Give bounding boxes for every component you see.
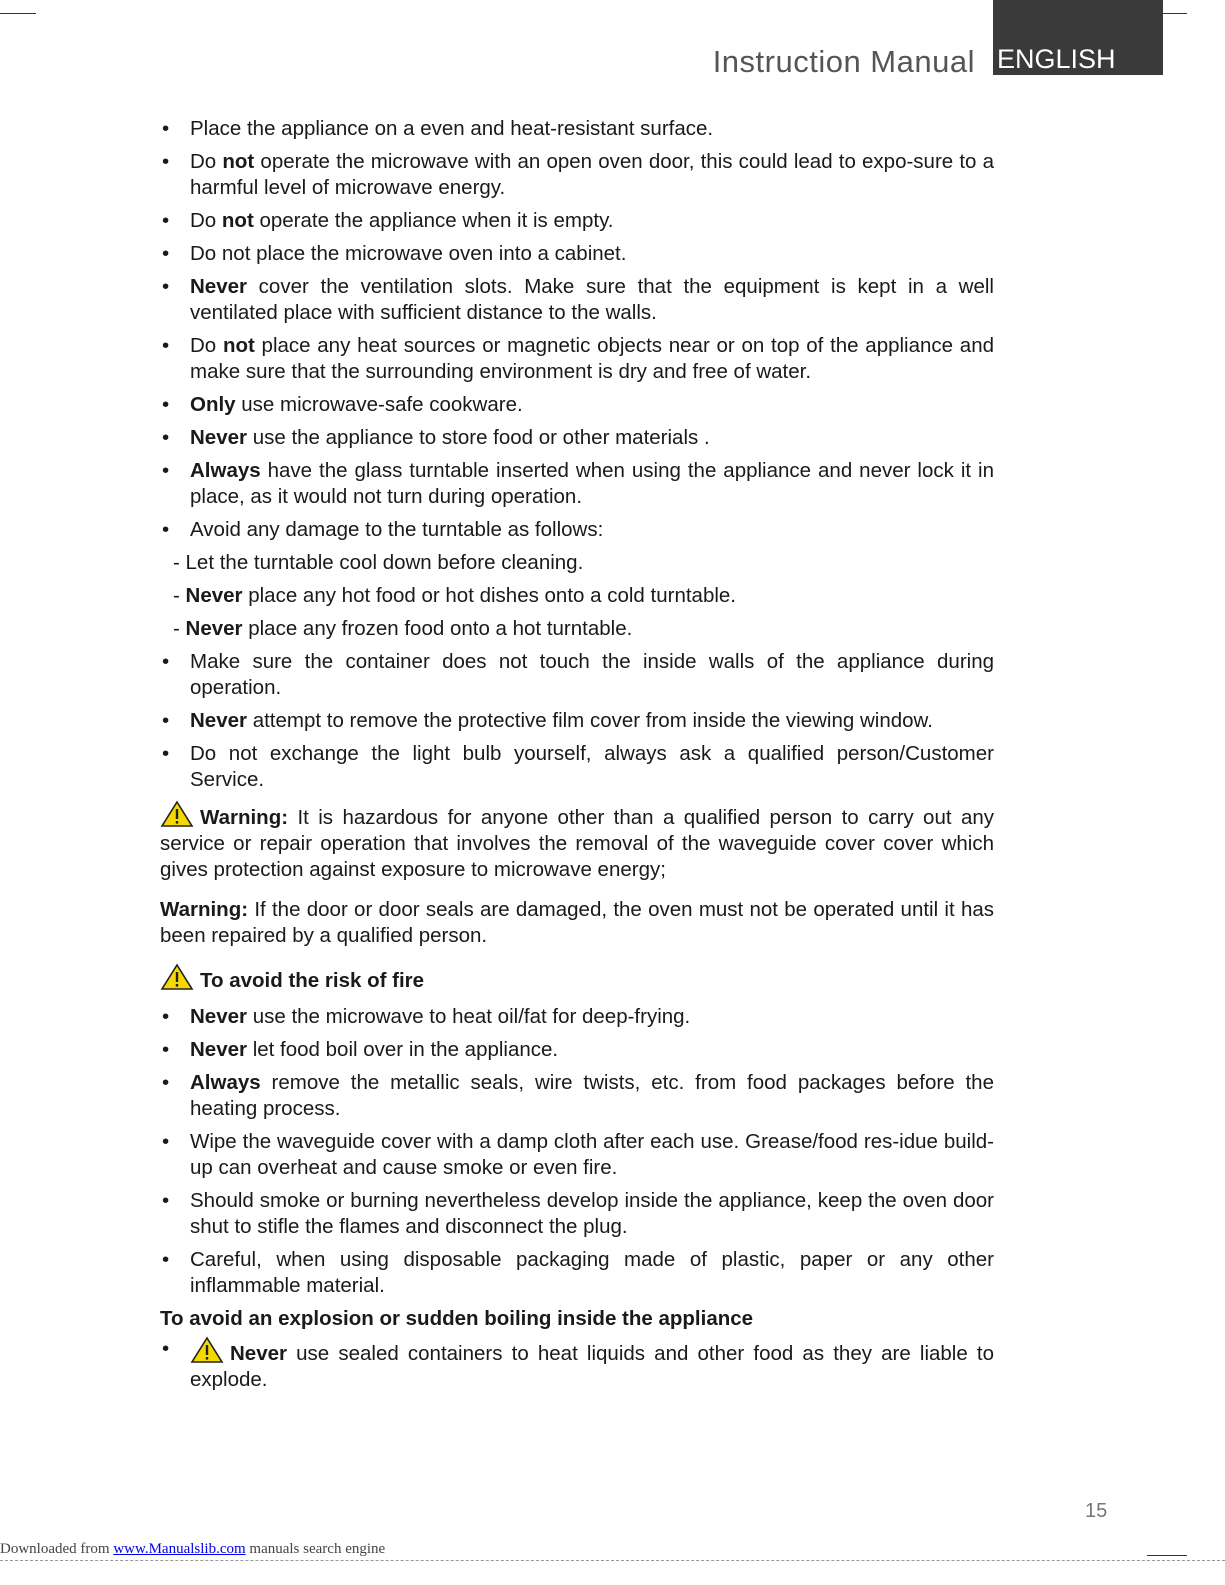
bullet-dot: •: [162, 1038, 170, 1061]
bullet-dot: •: [162, 150, 170, 173]
warning-label: Warning:: [200, 806, 289, 829]
bullet-item: [160, 208, 994, 234]
explosion-bullet: • Never use sealed containers to heat liquids and other food as they are liable to explode.: [162, 1337, 994, 1391]
footer-divider: [0, 1560, 1225, 1561]
manual-content: [160, 116, 994, 1400]
bullet-text: Do not exchange the light bulb yourself, always ask a qualified person/Customer Service.: [190, 742, 994, 791]
bullet-item: [160, 708, 994, 734]
header-title: Instruction Manual: [712, 44, 975, 79]
page-number: 15: [1085, 1500, 1108, 1522]
fire-safety-list: [160, 1004, 994, 1299]
bullet-bold: not: [222, 150, 255, 173]
bullet-dot: •: [162, 117, 170, 140]
bullet-text: Do not place the microwave oven into a cabinet.: [190, 242, 627, 265]
bullet-dot: •: [162, 650, 170, 673]
bullet-lead: Do: [190, 209, 222, 232]
general-safety-list: [160, 116, 994, 543]
warning-door: [160, 897, 994, 949]
turntable-item: [160, 550, 994, 576]
warning-triangle-icon: [190, 1336, 224, 1364]
bullet-dot: •: [162, 518, 170, 541]
warning-text: It is hazardous for anyone other than a qualified person to carry out any service or repair operation that involves the removal of the waveguide cover cover which gives protection against exposure to microwave energy;: [160, 806, 994, 881]
bullet-item: [160, 1247, 994, 1299]
bullet-dot: •: [162, 709, 170, 732]
bullet-bold: not: [222, 334, 255, 357]
warning-service: [160, 800, 994, 883]
bullet-item: [160, 1129, 994, 1181]
warning-triangle-icon: [160, 963, 194, 991]
bullet-item: [160, 333, 994, 385]
bullet-item: [160, 741, 994, 793]
bullet-dot: •: [162, 459, 170, 482]
bullet-text: Place the appliance on a even and heat-resistant surface.: [190, 117, 714, 140]
bullet-text: Careful, when using disposable packaging made of plastic, paper or any other inflammable material.: [190, 1248, 994, 1297]
bullet-lead: Do: [190, 150, 223, 173]
bullet-bold: Never: [190, 709, 247, 732]
bullet-bold: Never: [190, 1005, 247, 1028]
bullet-text: attempt to remove the protective film cover from inside the viewing window.: [247, 709, 933, 732]
bullet-text: Avoid any damage to the turntable as follows:: [190, 518, 604, 541]
bullet-bold: Always: [190, 459, 261, 482]
turntable-item: [160, 583, 994, 609]
footer-suffix: manuals search engine: [245, 1541, 386, 1557]
bullet-item: [160, 1037, 994, 1063]
bullet-dot: •: [162, 742, 170, 765]
bullet-text: let food boil over in the appliance.: [247, 1038, 559, 1061]
bullet-text: have the glass turntable inserted when using the appliance and never lock it in place, as it would not turn during operation.: [190, 459, 994, 508]
bullet-item: [160, 1004, 994, 1030]
bullet-dot: •: [162, 393, 170, 416]
bullet-text: use microwave-safe cookware.: [235, 393, 523, 416]
bullet-text: operate the appliance when it is empty.: [253, 209, 614, 232]
bullet-dot: •: [162, 1005, 170, 1028]
bullet-item: [160, 392, 994, 418]
fire-heading-text: To avoid the risk of fire: [200, 969, 425, 992]
bullet-item: [160, 425, 994, 451]
warning-triangle-icon: [160, 800, 194, 828]
bullet-dot: •: [162, 1071, 170, 1094]
bullet-bold: Never: [185, 584, 243, 607]
bullet-text: remove the metallic seals, wire twists, etc. from food packages before the heating process.: [190, 1071, 994, 1120]
bullet-text: place any frozen food onto a hot turntable.: [242, 617, 633, 640]
bullet-text: Should smoke or burning nevertheless develop inside the appliance, keep the oven door shut to stifle the flames and disconnect the plug.: [190, 1189, 994, 1238]
bullet-text: Let the turntable cool down before cleaning.: [185, 551, 584, 574]
bullet-text: place any heat sources or magnetic objects near or on top of the appliance and make sure that the surrounding environment is dry and free of water.: [190, 334, 994, 383]
bullet-bold: Never: [230, 1342, 287, 1365]
footer-prefix: Downloaded from: [0, 1541, 114, 1557]
bullet-bold: Never: [190, 426, 247, 449]
bullet-item: [160, 1188, 994, 1240]
bullet-item: [160, 274, 994, 326]
bullet-bold: Never: [190, 1038, 247, 1061]
turntable-item: [160, 616, 994, 642]
warning-label: Warning:: [160, 898, 249, 921]
bullet-text: use sealed containers to heat liquids and other food as they are liable to explode.: [190, 1342, 994, 1391]
bullet-text: operate the microwave with an open oven door, this could lead to expo-sure to a harmful level of microwave energy.: [190, 150, 994, 199]
bullet-item: [160, 458, 994, 510]
language-tab: [993, 0, 1163, 75]
download-footer: [0, 1541, 385, 1558]
manualslib-link[interactable]: www.Manualslib.com: [113, 1541, 246, 1557]
bullet-lead: Do: [190, 334, 223, 357]
bullet-bold: Never: [190, 275, 247, 298]
dash-marker: -: [173, 617, 186, 640]
warning-text: If the door or door seals are damaged, the oven must not be operated until it has been repaired by a qualified person.: [160, 898, 994, 947]
bullet-item: [160, 649, 994, 701]
bullet-dot: •: [162, 1248, 170, 1271]
dash-marker: -: [173, 584, 186, 607]
bullet-item: [160, 1070, 994, 1122]
bullet-dot: •: [162, 209, 170, 232]
bullet-text: cover the ventilation slots. Make sure that the equipment is kept in a well ventilated place with sufficient distance to the walls.: [190, 275, 994, 324]
bullet-bold: Never: [185, 617, 243, 640]
language-label: ENGLISH: [997, 44, 1116, 74]
bullet-item: [160, 116, 994, 142]
bullet-item: [160, 517, 994, 543]
bullet-item: [160, 241, 994, 267]
bullet-item: [160, 149, 994, 201]
bullet-bold: not: [221, 209, 254, 232]
explosion-heading: To avoid an explosion or sudden boiling inside the appliance: [160, 1307, 754, 1330]
dash-marker: -: [173, 551, 186, 574]
bullet-dot: •: [162, 334, 170, 357]
bullet-bold: Always: [190, 1071, 261, 1094]
bullet-text: Wipe the waveguide cover with a damp cloth after each use. Grease/food res-idue build-up can overheat and cause smoke or even fire.: [190, 1130, 994, 1179]
general-safety-list-2: [160, 649, 994, 793]
turntable-list: [160, 550, 994, 642]
bullet-dot: •: [162, 275, 170, 298]
bullet-dot: •: [162, 1130, 170, 1153]
bullet-text: Make sure the container does not touch the inside walls of the appliance during operation.: [190, 650, 994, 699]
bullet-text: place any hot food or hot dishes onto a cold turntable.: [242, 584, 737, 607]
bullet-bold: Only: [190, 393, 236, 416]
bullet-dot: •: [162, 242, 170, 265]
fire-heading: [160, 963, 994, 994]
bullet-text: use the appliance to store food or other materials .: [247, 426, 710, 449]
bullet-text: use the microwave to heat oil/fat for deep-frying.: [247, 1005, 691, 1028]
crop-mark-bottom-right: [1147, 1555, 1187, 1556]
bullet-dot: •: [162, 1189, 170, 1212]
bullet-dot: •: [162, 426, 170, 449]
crop-mark-top-left: [0, 13, 36, 14]
